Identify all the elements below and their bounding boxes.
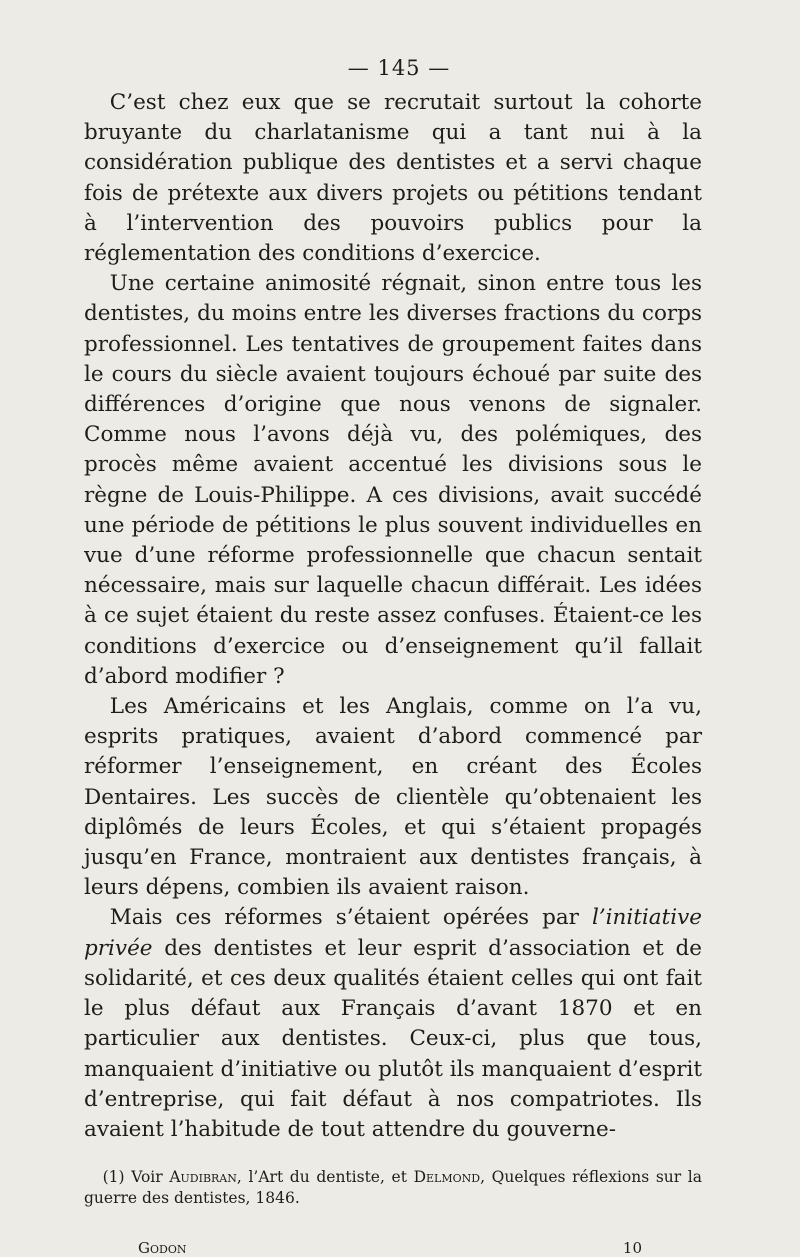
footnote-text-1: Voir <box>124 1168 170 1187</box>
paragraph-4 <box>84 903 702 1145</box>
footnote-author-1: Audibran <box>169 1168 237 1187</box>
footnote-author-2: Delmond <box>413 1168 481 1187</box>
footnote <box>84 1167 702 1209</box>
paragraph-3: Les Américains et les Anglais, comme on l’a vu, esprits pratiques, avaient d’abord commencé par réformer l’enseignement, en créant des Écoles Dentaires. Les succès de clientèle qu’obtenaient les diplômés de leurs Écoles, et qui s’étaient propagés jusqu’en France, montraient aux dentistes français, à leurs dépens, combien ils avaient raison. <box>84 694 702 901</box>
signature-author: Godon <box>138 1239 187 1257</box>
signature-row <box>84 1239 702 1257</box>
footnote-text-2: , l’Art du dentiste, et <box>236 1168 414 1187</box>
page-number: — 145 — <box>347 56 451 80</box>
paragraph-2: Une certaine animosité régnait, sinon entre tous les dentistes, du moins entre les diverses fractions du corps professionnel. Les tentatives de groupement faites dans le cours du siècle avaient toujours échoué par suite des différences d’origine que nous venons de signaler. Comme nous l’avons déjà vu, des polémiques, des procès même avaient accentué les divisions sous le règne de Louis-Philippe. A ces divisions, avait succédé une période de pétitions le plus souvent individuelles en vue d’une réforme professionnelle que chacun sentait nécessaire, mais sur laquelle chacun différait. Les idées à ce sujet étaient du reste assez confuses. Étaient-ce les conditions d’exercice ou d’enseignement qu’il fallait d’abord modifier ? <box>84 271 702 689</box>
paragraph-4-end: des dentistes et leur esprit d’association et de solidarité, et ces deux qualités étaient celles qui ont fait le plus défaut aux Français d’avant 1870 et en particulier aux dentistes. Ceux-ci, plus que tous, manquaient d’initiative ou plutôt ils manquaient d’esprit d’entreprise, qui fait défaut à nos compatriotes. Ils avaient l’habitude de tout attendre du gouverne- <box>84 935 702 1142</box>
paragraph-4-start: Mais ces réformes s’étaient opérées par <box>109 905 592 931</box>
footnote-text-3: , Quelques réflexions sur la guerre des dentistes, 1846. <box>84 1168 703 1208</box>
footnote-marker: (1) <box>102 1168 125 1187</box>
signature-number: 10 <box>622 1239 642 1257</box>
paragraph-4-italic: l’initiative privée <box>84 905 702 961</box>
paragraph-1: C’est chez eux que se recrutait surtout la cohorte bruyante du charlatanisme qui a tant nui à la considération publique des dentistes et a servi chaque fois de prétexte aux divers projets ou pétitions tendant à l’intervention des pouvoirs publics pour la réglementation des conditions d’exercice. <box>84 90 702 267</box>
